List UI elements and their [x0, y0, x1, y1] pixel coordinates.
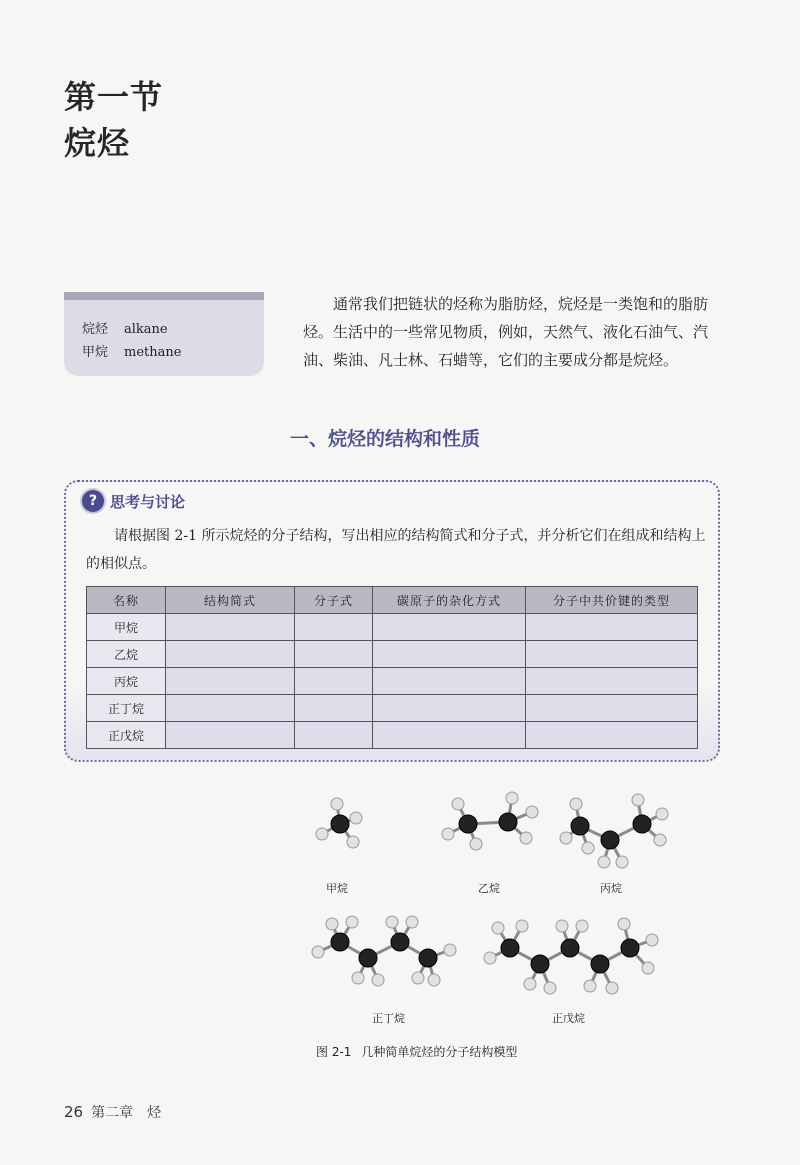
hydrogen-atom: [646, 934, 658, 946]
carbon-atom: [419, 949, 437, 967]
table-row: [87, 668, 698, 695]
page-title: 烷烃: [64, 124, 131, 162]
hydrogen-atom: [406, 916, 418, 928]
hydrogen-atom: [316, 828, 328, 840]
table-header: 分子式: [295, 587, 373, 614]
hydrogen-atom: [492, 922, 504, 934]
glossary-item: 甲烷 methane: [82, 345, 182, 360]
figure-label: 正戊烷: [552, 1012, 585, 1025]
chapter-topic: 烃: [147, 1105, 162, 1121]
carbon-atom: [359, 949, 377, 967]
page-footer: [64, 1102, 161, 1122]
hydrogen-atom: [632, 794, 644, 806]
hydrogen-atom: [346, 916, 358, 928]
chapter-label: 第二章: [91, 1105, 134, 1121]
hydrogen-atom: [444, 944, 456, 956]
hydrogen-atom: [516, 920, 528, 932]
hydrogen-atom: [642, 962, 654, 974]
table-cell-name: 正丁烷: [87, 695, 166, 722]
table-header-row: [87, 587, 698, 614]
table-row: [87, 641, 698, 668]
page-number: 26: [64, 1103, 84, 1121]
hydrogen-atom: [452, 798, 464, 810]
table-cell-name: 正戊烷: [87, 722, 166, 749]
hydrogen-atom: [606, 982, 618, 994]
hydrogen-atom: [442, 828, 454, 840]
intro-paragraph: 通常我们把链状的烃称为脂肪烃，烷烃是一类饱和的脂肪烃。生活中的一些常见物质，例如，天然气、液化石油气、汽油、柴油、凡士林、石蜡等，它们的主要成分都是烷烃。: [303, 295, 709, 369]
hydrogen-atom: [331, 798, 343, 810]
propane-model: [562, 790, 672, 870]
question-icon: ?: [82, 490, 104, 512]
hydrogen-atom: [350, 812, 362, 824]
table-header: 碳原子的杂化方式: [373, 587, 526, 614]
hydrogen-atom: [386, 916, 398, 928]
hydrogen-atom: [372, 974, 384, 986]
hydrogen-atom: [556, 920, 568, 932]
discussion-title: 思考与讨论: [110, 492, 186, 511]
pentane-model: [484, 912, 664, 1000]
hydrogen-atom: [582, 842, 594, 854]
hydrogen-atom: [326, 918, 338, 930]
hydrogen-atom: [484, 952, 496, 964]
hydrogen-atom: [412, 972, 424, 984]
discussion-box: [64, 480, 720, 762]
hydrogen-atom: [347, 836, 359, 848]
figure-label: 乙烷: [478, 882, 500, 895]
discussion-text: 请根据图 2-1 所示烷烃的分子结构，写出相应的结构简式和分子式，并分析它们在组成和结构上的相似点。: [86, 528, 706, 572]
table-row: [87, 614, 698, 641]
glossary-item: 烷烃 alkane: [82, 322, 168, 337]
glossary-bar: [64, 292, 264, 300]
hydrogen-atom: [598, 856, 610, 868]
carbon-atom: [331, 815, 349, 833]
carbon-atom: [499, 813, 517, 831]
hydrogen-atom: [506, 792, 518, 804]
carbon-atom: [621, 939, 639, 957]
hydrogen-atom: [428, 974, 440, 986]
carbon-atom: [331, 933, 349, 951]
discussion-header: [82, 490, 185, 512]
hydrogen-atom: [526, 806, 538, 818]
carbon-atom: [531, 955, 549, 973]
section-title-block: [64, 74, 163, 166]
carbon-atom: [601, 831, 619, 849]
hydrogen-atom: [584, 980, 596, 992]
section-heading: 一、烷烃的结构和性质: [290, 428, 481, 450]
hydrogen-atom: [654, 834, 666, 846]
glossary-box: [64, 292, 264, 376]
hydrogen-atom: [560, 832, 572, 844]
figure-label: 丙烷: [600, 882, 622, 895]
carbon-atom: [561, 939, 579, 957]
butane-model: [312, 914, 462, 994]
hydrogen-atom: [616, 856, 628, 868]
carbon-atom: [571, 817, 589, 835]
table-header: 结构简式: [166, 587, 295, 614]
carbon-atom: [391, 933, 409, 951]
carbon-atom: [459, 815, 477, 833]
table-row: [87, 722, 698, 749]
carbon-atom: [501, 939, 519, 957]
properties-table: [86, 586, 698, 749]
methane-model: [305, 788, 375, 858]
hydrogen-atom: [524, 978, 536, 990]
hydrogen-atom: [520, 832, 532, 844]
ethane-model: [438, 786, 548, 856]
table-header: 分子中共价键的类型: [526, 587, 698, 614]
table-cell-name: 甲烷: [87, 614, 166, 641]
hydrogen-atom: [470, 838, 482, 850]
hydrogen-atom: [544, 982, 556, 994]
hydrogen-atom: [576, 920, 588, 932]
figure-label: 甲烷: [326, 882, 348, 895]
section-number: 第一节: [64, 78, 164, 116]
table-row: [87, 695, 698, 722]
figure-label: 正丁烷: [372, 1012, 405, 1025]
hydrogen-atom: [618, 918, 630, 930]
carbon-atom: [633, 815, 651, 833]
hydrogen-atom: [352, 972, 364, 984]
hydrogen-atom: [570, 798, 582, 810]
carbon-atom: [591, 955, 609, 973]
table-header: 名称: [87, 587, 166, 614]
figure-caption: 图 2-1 几种简单烷烃的分子结构模型: [316, 1045, 518, 1059]
hydrogen-atom: [656, 808, 668, 820]
table-cell-name: 乙烷: [87, 641, 166, 668]
hydrogen-atom: [312, 946, 324, 958]
table-cell-name: 丙烷: [87, 668, 166, 695]
